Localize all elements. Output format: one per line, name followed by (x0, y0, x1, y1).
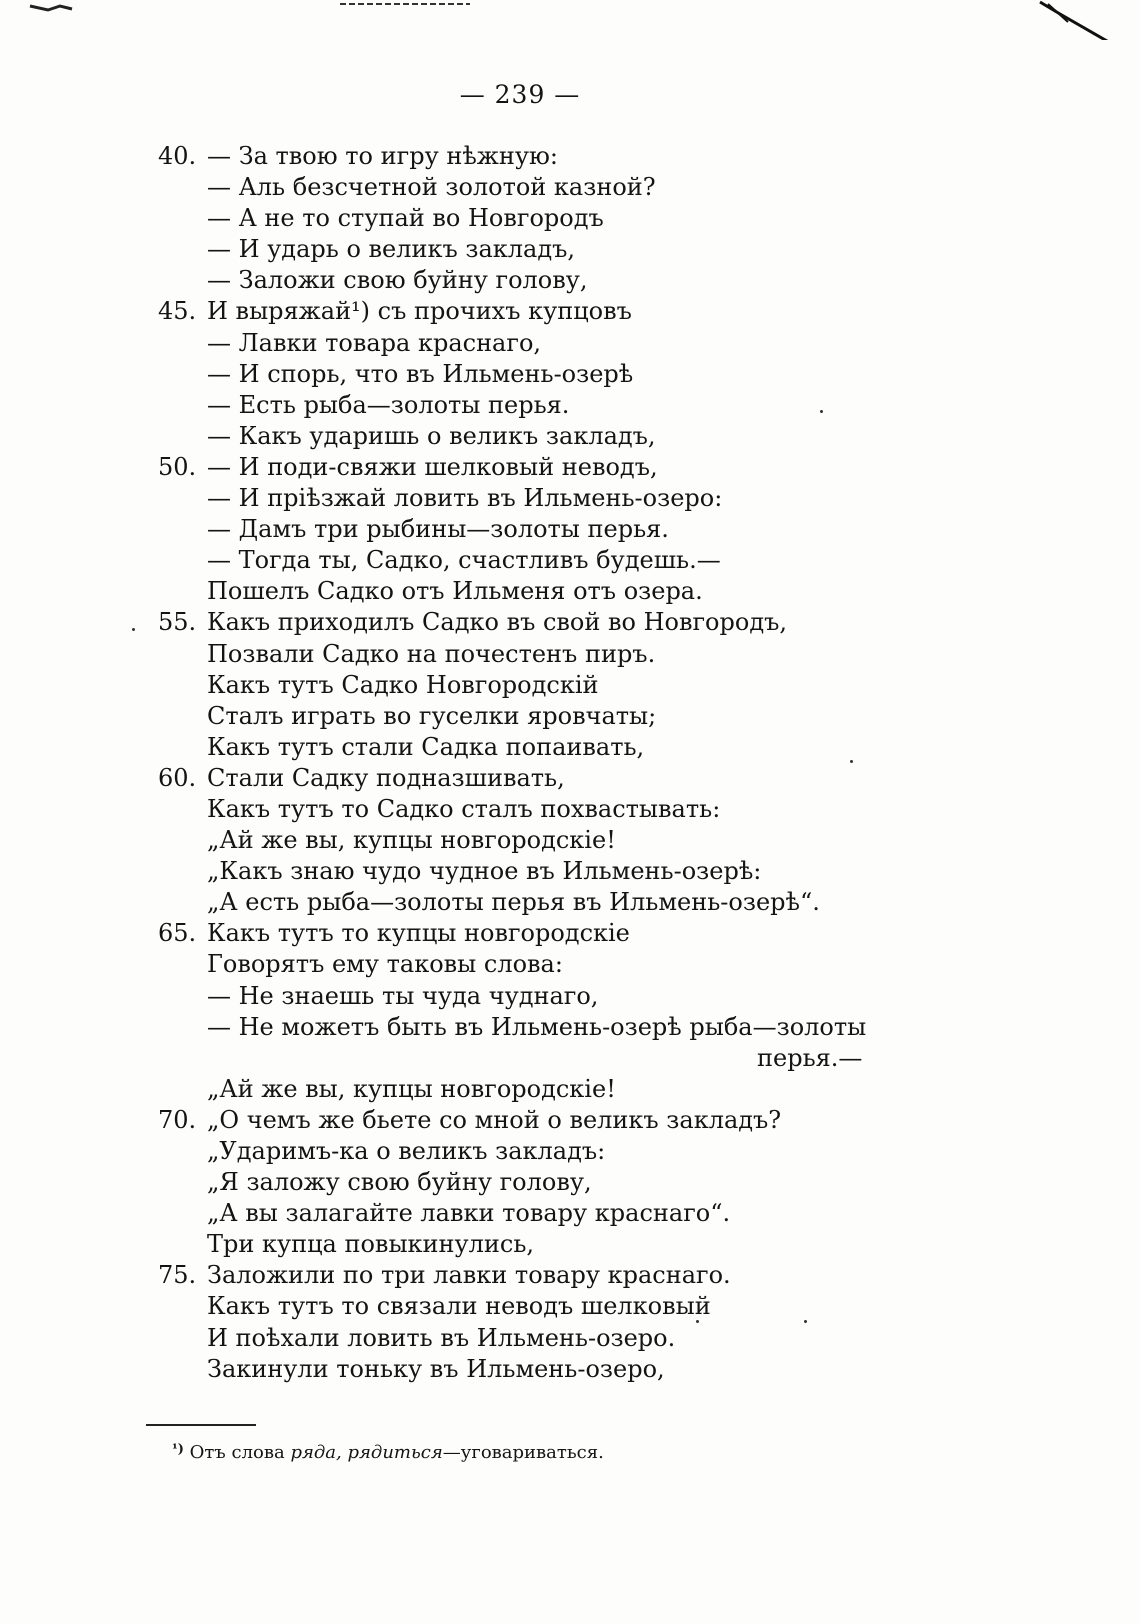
verse-text: И выряжай¹) съ прочихъ купцовъ (207, 297, 632, 326)
verse-line (0, 607, 1140, 638)
verse-line (0, 141, 1140, 172)
verse-line (0, 172, 1140, 203)
verse-line (0, 265, 1140, 296)
verse-text: „Ай же вы, купцы новгородскiе! (207, 1074, 616, 1103)
scan-speck (850, 760, 853, 763)
scan-speck (132, 628, 135, 631)
verse-line (0, 1291, 1140, 1322)
verse-number: 65. (158, 919, 197, 948)
verse-number: 75. (158, 1261, 197, 1290)
verse-text: „О чемъ же бьете со мной о великъ закладъ? (207, 1105, 782, 1134)
verse-text: „Ай же вы, купцы новгородскiе! (207, 826, 616, 855)
scan-speck (696, 1320, 699, 1323)
verse-line (0, 639, 1140, 670)
verse-line (0, 359, 1140, 390)
verse-text: — И прiѣзжай ловить въ Ильмень-озеро: (207, 484, 723, 513)
verse-text: — Не знаешь ты чуда чуднаго, (207, 981, 599, 1010)
verse-text: „А вы залагайте лавки товару краснаго“. (207, 1199, 731, 1228)
verse-text: — Есть рыба—золоты перья. (207, 390, 570, 419)
verse-line (0, 918, 1140, 949)
verse-number: 60. (158, 763, 197, 792)
verse-line (0, 421, 1140, 452)
verse-text: — А не то ступай во Новгородъ (207, 204, 604, 233)
verse-text: — Дамъ три рыбины—золоты перья. (207, 515, 669, 544)
verse-text: — И поди-свяжи шелковый неводъ, (207, 452, 658, 481)
verse-text: Заложили по три лавки товару краснаго. (207, 1261, 731, 1290)
verse-line (0, 545, 1140, 576)
verse-text: — Лавки товара краснаго, (207, 328, 542, 357)
verse-text: Какъ тутъ то купцы новгородскiе (207, 919, 630, 948)
footnote-mark: ¹) (172, 1442, 184, 1457)
verse-text: Стали Садку подназшивать, (207, 763, 565, 792)
verse-line (0, 576, 1140, 607)
scan-edge-marks (0, 0, 1140, 40)
verse-text: — Не можетъ быть въ Ильмень-озерѣ рыба—золоты (207, 1012, 867, 1041)
verse-text: — Аль безсчетной золотой казной? (207, 173, 656, 202)
verse-line (0, 203, 1140, 234)
verse-line (0, 1323, 1140, 1354)
verse-text: „Ударимъ-ка о великъ закладъ: (207, 1137, 606, 1165)
verse-line (0, 1136, 1140, 1167)
verse-line (0, 825, 1140, 856)
verse-text: И поѣхали ловить въ Ильмень-озеро. (207, 1323, 676, 1352)
verse-line (0, 1074, 1140, 1105)
verse-line (0, 483, 1140, 514)
verse-line (0, 794, 1140, 825)
verse-line (0, 1354, 1140, 1385)
verse-line (0, 701, 1140, 732)
verse-line (0, 328, 1140, 359)
verse-list (0, 141, 1140, 1385)
verse-line (0, 390, 1140, 421)
footnote-suffix: —уговариваться. (442, 1442, 604, 1463)
footnote-word-ryada: ряда, (290, 1442, 342, 1463)
verse-text: — И ударь о великъ закладъ, (207, 235, 576, 264)
verse-number: 50. (158, 452, 197, 481)
verse-text: — Заложи свою буйну голову, (207, 266, 588, 295)
verse-line (0, 452, 1140, 483)
page-number: — 239 — (459, 80, 581, 109)
verse-text: Какъ тутъ Садко Новгородскiй (207, 670, 599, 699)
verse-text: — И спорь, что въ Ильмень-озерѣ (207, 359, 634, 388)
verse-number: 45. (158, 297, 197, 326)
verse-text: Говорятъ ему таковы слова: (207, 950, 563, 979)
verse-line (0, 234, 1140, 265)
scan-speck (804, 1320, 807, 1323)
verse-text: Какъ тутъ стали Садка попаивать, (207, 732, 645, 761)
verse-line (0, 949, 1140, 980)
verse-text: „Я заложу свою буйну голову, (207, 1168, 592, 1197)
verse-line (0, 732, 1140, 763)
verse-line (0, 1167, 1140, 1198)
verse-number: 55. (158, 608, 197, 637)
verse-text: перья.— (757, 1043, 863, 1072)
verse-text: „А есть рыба—золоты перья въ Ильмень-озерѣ“. (207, 888, 820, 917)
verse-line (0, 981, 1140, 1012)
scan-speck (820, 410, 823, 413)
verse-line (0, 763, 1140, 794)
footnote-word-ryaditsya: рядиться (347, 1442, 443, 1463)
verse-text: Позвали Садко на почестенъ пиръ. (207, 639, 656, 668)
verse-line (0, 1043, 1140, 1074)
verse-line (0, 1229, 1140, 1260)
verse-text: Пошелъ Садко отъ Ильменя отъ озера. (207, 577, 703, 606)
verse-number: 70. (158, 1105, 197, 1134)
verse-line (0, 887, 1140, 918)
verse-text: Какъ тутъ то Садко сталъ похвастывать: (207, 794, 721, 823)
verse-text: Какъ тутъ то связали неводъ шелковый (207, 1292, 711, 1321)
verse-line (0, 1260, 1140, 1291)
verse-line (0, 1105, 1140, 1136)
verse-line (0, 296, 1140, 327)
footnote (172, 1442, 604, 1463)
verse-line (0, 670, 1140, 701)
verse-text: — За твою то игру нѣжную: (207, 142, 558, 170)
verse-number: 40. (158, 142, 197, 170)
verse-text: — Какъ ударишь о великъ закладъ, (207, 421, 656, 450)
verse-text: — Тогда ты, Садко, счастливъ будешь.— (207, 546, 721, 575)
footnote-prefix: Отъ слова (189, 1442, 285, 1463)
verse-line (0, 514, 1140, 545)
verse-text: Три купца повыкинулись, (207, 1230, 535, 1259)
verse-line (0, 856, 1140, 887)
verse-text: „Какъ знаю чудо чудное въ Ильмень-озерѣ: (207, 857, 762, 886)
footnote-separator (146, 1424, 256, 1426)
verse-line (0, 1012, 1140, 1043)
verse-line (0, 1198, 1140, 1229)
verse-text: Закинули тоньку въ Ильмень-озеро, (207, 1354, 665, 1383)
verse-text: Какъ приходилъ Садко въ свой во Новгородъ, (207, 608, 787, 637)
verse-text: Сталъ играть во гуселки яровчаты; (207, 701, 657, 730)
